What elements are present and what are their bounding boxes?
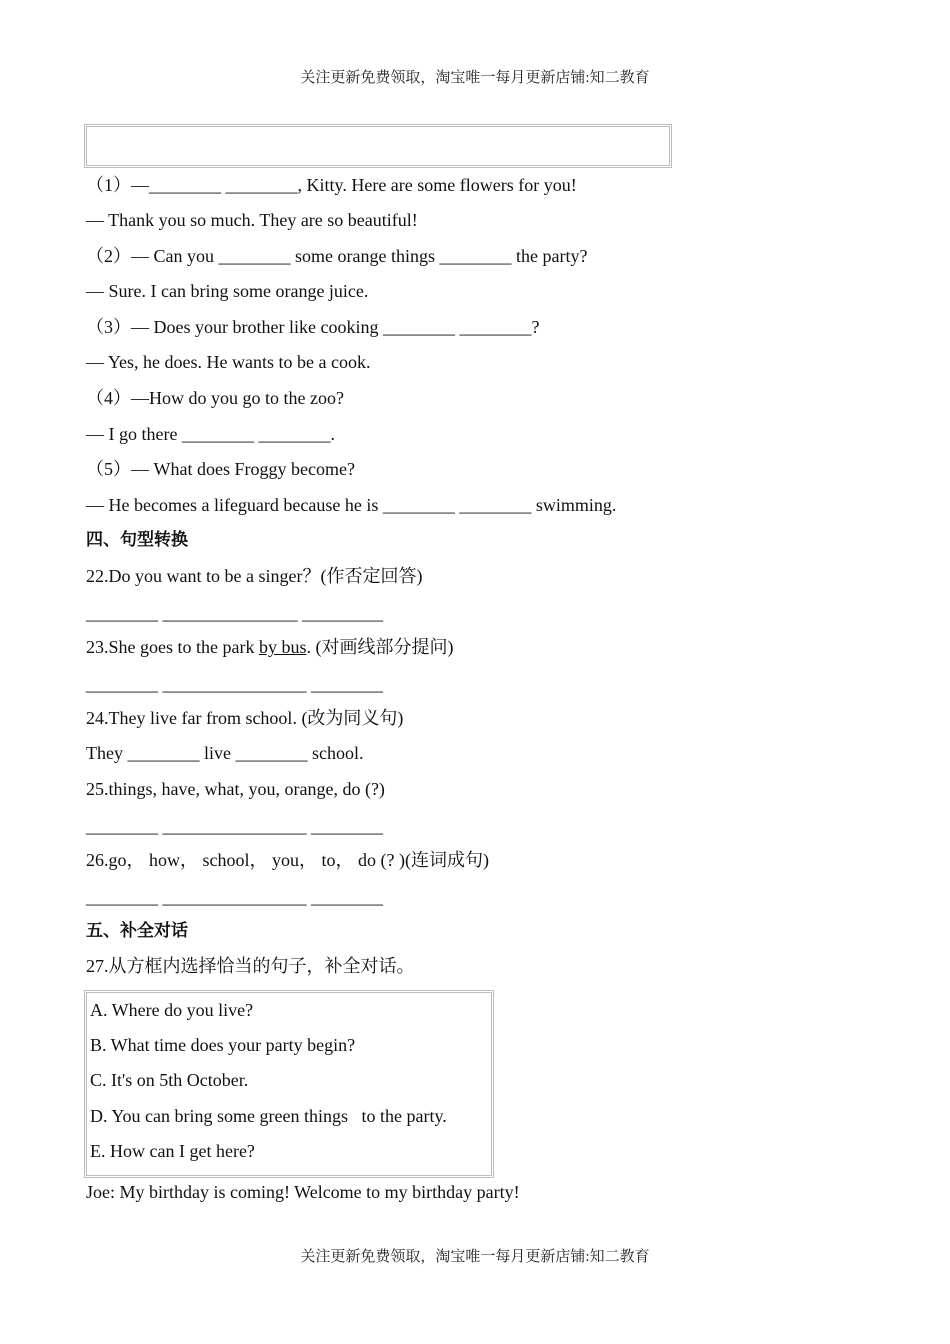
answer-line-24: They ________ live ________ school. <box>86 743 364 763</box>
question-25: 25.things, have, what, you, orange, do (?) <box>86 779 385 799</box>
question-22: 22.Do you want to be a singer？(作否定回答) <box>86 566 423 586</box>
dialogue-joe-line: Joe: My birthday is coming! Welcome to my birthday party! <box>86 1182 520 1202</box>
option-d: D. You can bring some green things to the party. <box>90 1106 447 1126</box>
dialogue-5-question: （5）— What does Froggy become? <box>86 459 355 479</box>
question-23-post: . (对画线部分提问) <box>306 637 454 657</box>
dialogue-3-answer: — Yes, he does. He wants to be a cook. <box>86 352 371 372</box>
question-24: 24.They live far from school. (改为同义句) <box>86 708 404 728</box>
section-4-heading: 四、句型转换 <box>86 530 188 550</box>
option-b: B. What time does your party begin? <box>90 1035 356 1055</box>
question-27: 27.从方框内选择恰当的句子，补全对话。 <box>86 956 415 976</box>
option-c: C. It's on 5th October. <box>90 1070 249 1090</box>
answer-line-22: ________ _______________ _________ <box>86 603 383 623</box>
page-footer: 关注更新免费领取，淘宝唯一每月更新店铺:知二教育 <box>300 1249 650 1265</box>
question-23-pre: 23.She goes to the park <box>86 637 259 657</box>
dialogue-5-answer: — He becomes a lifeguard because he is ________ ________ swimming. <box>86 495 617 515</box>
dialogue-1-question: （1）—________ ________, Kitty. Here are some flowers for you! <box>86 175 577 195</box>
page-header: 关注更新免费领取，淘宝唯一每月更新店铺:知二教育 <box>300 70 650 86</box>
section-5-heading: 五、补全对话 <box>86 921 188 941</box>
dialogue-1-answer: — Thank you so much. They are so beautiful! <box>86 210 418 230</box>
options-box <box>84 990 494 1178</box>
empty-word-box <box>84 124 672 168</box>
question-26: 26.go， how， school， you， to， do (? )(连词成句) <box>86 850 489 870</box>
question-23-underlined: by bus <box>258 637 307 657</box>
dialogue-2-question: （2）— Can you ________ some orange things ________ the party? <box>86 246 588 266</box>
dialogue-4-answer: — I go there ________ ________. <box>86 424 335 444</box>
answer-line-26: ________ ________________ ________ <box>86 887 383 907</box>
dialogue-3-question: （3）— Does your brother like cooking ________ ________? <box>86 317 540 337</box>
option-e: E. How can I get here? <box>90 1141 255 1161</box>
dialogue-4-question: （4）—How do you go to the zoo? <box>86 388 344 408</box>
dialogue-2-answer: — Sure. I can bring some orange juice. <box>86 281 369 301</box>
question-23 <box>86 636 453 658</box>
option-a: A. Where do you live? <box>90 1000 254 1020</box>
answer-line-23: ________ ________________ ________ <box>86 674 383 694</box>
answer-line-25: ________ ________________ ________ <box>86 816 383 836</box>
